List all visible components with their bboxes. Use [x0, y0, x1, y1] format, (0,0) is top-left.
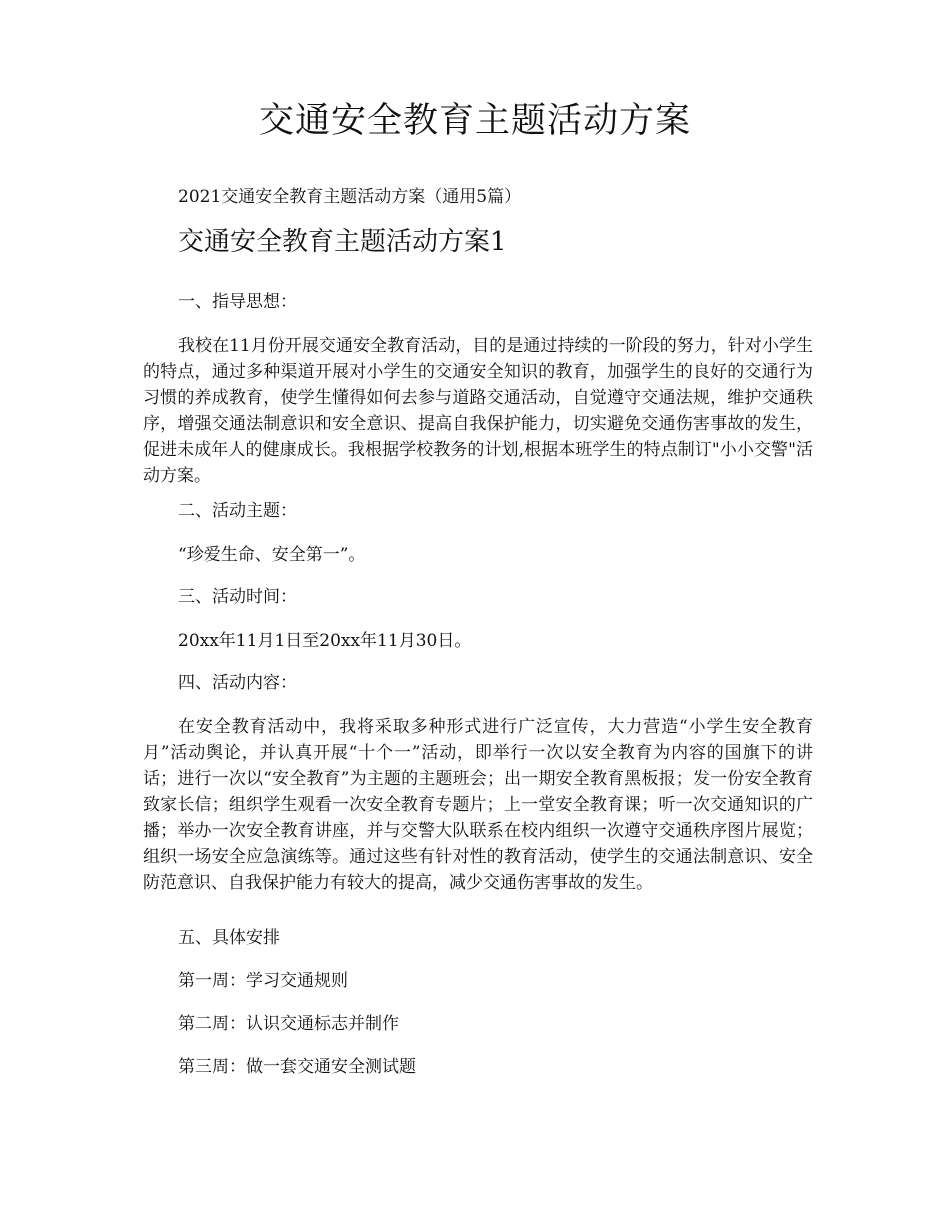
heading-activity-theme: 二、活动主题：: [178, 501, 297, 521]
paragraph-guiding-ideology: 我校在11月份开展交通安全教育活动，目的是通过持续的一阶段的努力，针对小学生的特点，通过多种渠道开展对小学生的交通安全知识的教育，加强学生的良好的交通行为习惯的养成教育，使学生懂得如何去参与道路交通活动，自觉遵守交通法规，维护交通秩序，增强交通法制意识和安全意识、提高自我保护能力，切实避免交通伤害事故的发生，促进未成年人的健康成长。我根据学校教务的计划,根据本班学生的特点制订"小小交警"活动方案。: [143, 336, 813, 486]
heading-guiding-ideology: 一、指导思想：: [178, 292, 297, 312]
paragraph-activity-time: 20xx年11月1日至20xx年11月30日。: [178, 631, 472, 651]
heading-activity-content: 四、活动内容：: [178, 673, 297, 693]
schedule-week-3: 第三周：做一套交通安全测试题: [178, 1057, 416, 1077]
schedule-week-1: 第一周：学习交通规则: [178, 971, 348, 991]
heading-activity-time: 三、活动时间：: [178, 587, 297, 607]
document-subtitle: 2021交通安全教育主题活动方案（通用5篇）: [178, 187, 522, 207]
paragraph-activity-content: 在安全教育活动中，我将采取多种形式进行广泛宣传，大力营造“小学生安全教育月”活动舆论，并认真开展“十个一”活动，即举行一次以安全教育为内容的国旗下的讲话；进行一次以“安全教育”为主题的主题班会；出一期安全教育黑板报；发一份安全教育致家长信；组织学生观看一次安全教育专题片；上一堂安全教育课；听一次交通知识的广播；举办一次安全教育讲座，并与交警大队联系在校内组织一次遵守交通秩序图片展览；组织一场安全应急演练等。通过这些有针对性的教育活动，使学生的交通法制意识、安全防范意识、自我保护能力有较大的提高，减少交通伤害事故的发生。: [143, 717, 813, 893]
heading-schedule: 五、具体安排: [178, 928, 280, 948]
section-title: 交通安全教育主题活动方案1: [178, 227, 507, 257]
paragraph-activity-theme: “珍爱生命、安全第一”。: [178, 545, 366, 565]
schedule-week-2: 第二周：认识交通标志并制作: [178, 1014, 399, 1034]
document-title: 交通安全教育主题活动方案: [258, 101, 691, 141]
